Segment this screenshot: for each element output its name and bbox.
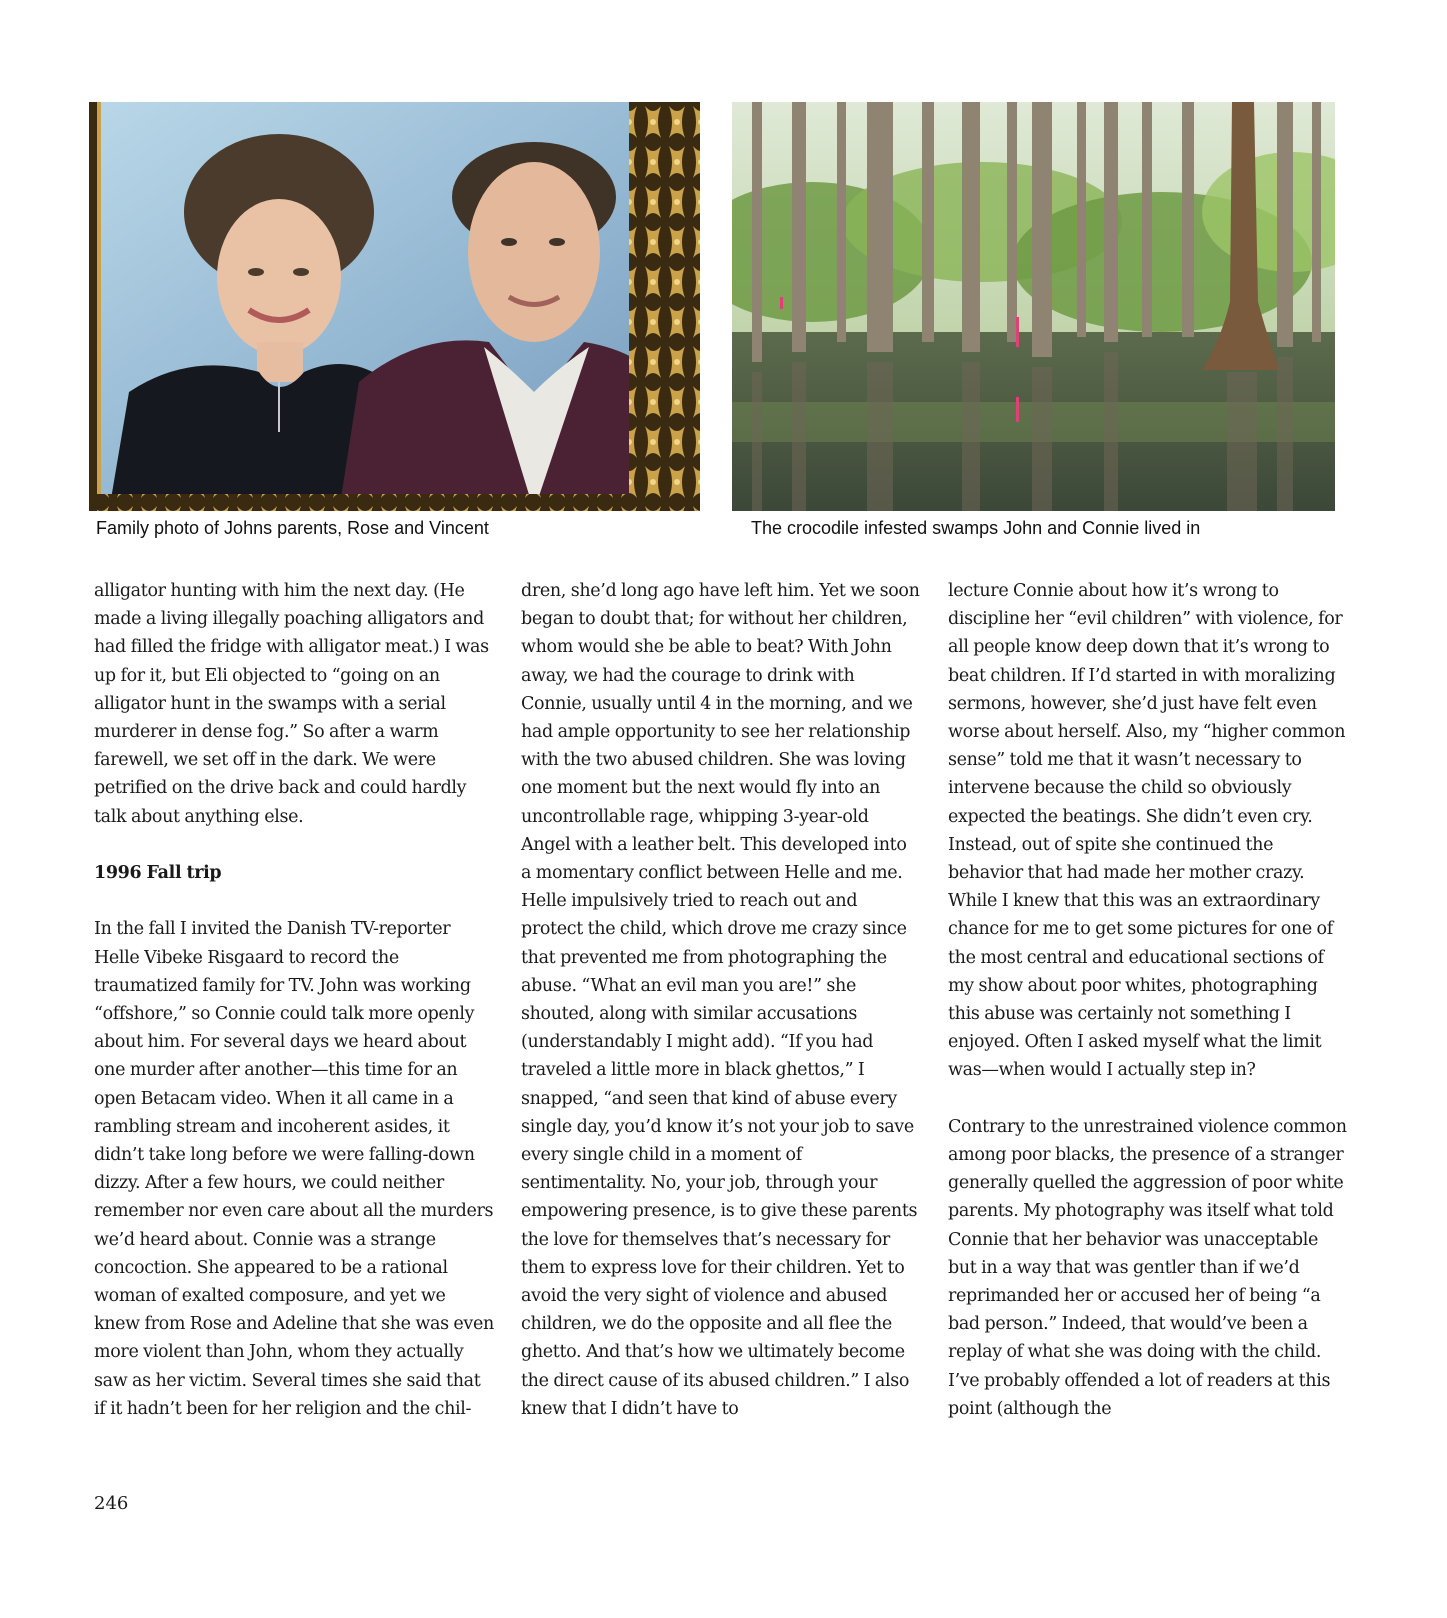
paragraph: dren, she’d long ago have left him. Yet we soon began to doubt that; for without her children, whom would she be able to beat? With John away, we had the courage to drink with Connie, usually until 4 in the morning, and we had ample opportunity to see her relationship with the two abused children. She was loving one moment but the next would fly into an uncontrollable rage, whipping 3-year-old Angel with a leather belt. This developed into a momentary conflict between Helle and me. Helle impulsively tried to reach out and protect the child, which drove me crazy since that prevented me from photographing the abuse. “What an evil man you are!” she shouted, along with similar accusations (understandably I might add). “If you had traveled a little more in black ghettos,” I snapped, “and seen that kind of abuse every single day, you’d know it’s not your job to save every single child in a moment of sentimentality. No, your job, through your empowering presence, is to give these parents the love for themselves that’s necessary for them to express love for their children. Yet to avoid the very sight of violence and abused children, we do the opposite and all flee the ghetto. And that’s how we ultimately become the direct cause of its abused children.” I also knew that I didn’t have to [521,581,920,1419]
paragraph: lecture Connie about how it’s wrong to discipline her “evil children” with violence, for all people know deep down that it’s wrong to beat children. If I’d started in with moralizing sermons, however, she’d just have felt even worse about herself. Also, my “higher common sense” told me that it wasn’t necessary to intervene because the child so obviously expected the beatings. She didn’t even cry. Instead, out of spite she continued the behavior that had made her mother crazy. While I knew that this was an extraordinary chance for me to get some pictures for one of the most central and educational sections of my show about poor whites, photographing this abuse was certainly not something I enjoyed. Often I asked myself what the limit was—when would I actually step in? [948,581,1346,1081]
swamp-photo [732,102,1335,511]
paragraph: Contrary to the unrestrained violence common among poor blacks, the presence of a stranger generally quelled the aggression of poor white parents. My photography was itself what told Connie that her behavior was unacceptable but in a way that was gentler than if we’d reprimanded her or accused her of being “a bad person.” Indeed, that would’ve been a replay of what she was doing with the child. I’ve probably offended a lot of readers at this point (although the [948,1116,1347,1419]
text-column-3 [948,577,1348,1423]
text-column-2 [521,577,921,1423]
photo-caption-left: Family photo of Johns parents, Rose and Vincent [96,518,489,538]
paragraph: In the fall I invited the Danish TV-reporter Helle Vibeke Risgaard to record the traumatized family for TV. John was working “offshore,” so Connie could talk more openly about him. For several days we heard about one murder after another—this time for an open Betacam video. When it all came in a rambling stream and incoherent asides, it didn’t take long before we were falling-down dizzy. After a few hours, we could neither remember nor even care about all the murders we’d heard about. Connie was a strange concoction. She appeared to be a rational woman of exalted composure, and yet we knew from Rose and Adeline that she was even more violent than John, whom they actually saw as her victim. Several times she said that if it hadn’t been for her religion and the chil- [94,919,494,1419]
paragraph: alligator hunting with him the next day. (He made a living illegally poaching alligators and had filled the fridge with alligator meat.) I was up for it, but Eli objected to “going on an alligator hunt in the swamps with a serial murderer in dense fog.” So after a warm farewell, we set off in the dark. We were petrified on the drive back and could hardly talk about anything else. [94,581,489,827]
photo-caption-right: The crocodile infested swamps John and Connie lived in [751,518,1201,538]
section-heading: 1996 Fall trip [94,863,222,884]
text-column-1 [94,577,494,1423]
family-portrait-photo [89,102,700,511]
page-number: 246 [94,1493,129,1514]
